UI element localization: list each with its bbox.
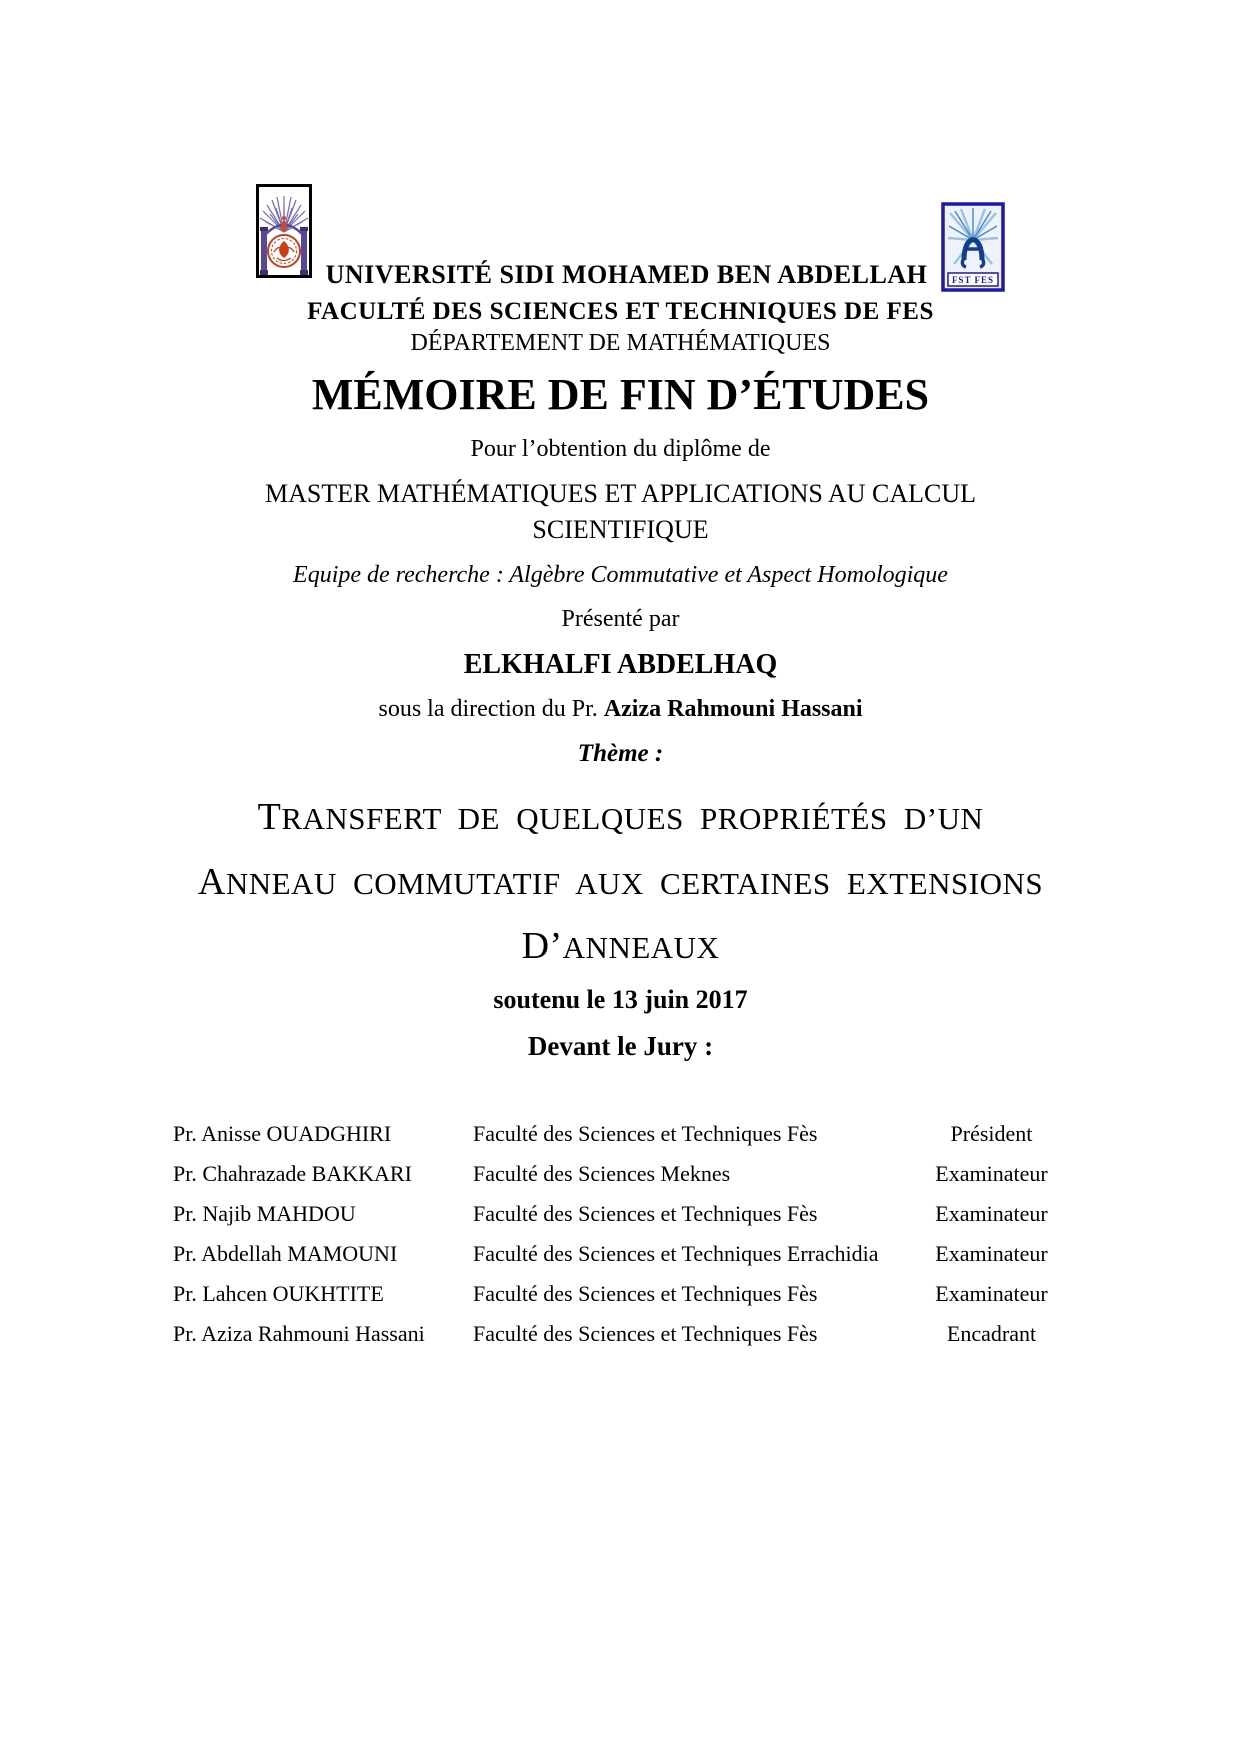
thesis-title-line3: D’ANNEAUX: [521, 925, 720, 967]
jury-table: [173, 1114, 1055, 1354]
jury-row: [173, 1234, 1055, 1274]
jury-row: [173, 1154, 1055, 1194]
supervisor-name: Aziza Rahmouni Hassani: [603, 696, 863, 722]
jury-member-name: Pr. Anisse OUADGHIRI: [173, 1121, 392, 1146]
presented-by-label: Présenté par: [561, 606, 680, 632]
supervision-prefix: sous la direction du Pr.: [378, 696, 604, 722]
master-program-line2: SCIENTIFIQUE: [532, 515, 709, 544]
jury-member-institution: Faculté des Sciences et Techniques Fès: [473, 1321, 818, 1346]
research-team: Equipe de recherche : Algèbre Commutative et Aspect Homologique: [293, 562, 948, 588]
jury-row: [173, 1194, 1055, 1234]
thesis-title-line1: TRANSFERT DE QUELQUES PROPRIÉTÉS D’UN: [257, 796, 984, 838]
university-seal-logo: [256, 170, 312, 292]
defense-date: soutenu le 13 juin 2017: [493, 985, 748, 1014]
header-row: [0, 168, 1241, 292]
jury-member-role: Examinateur: [935, 1241, 1048, 1266]
jury-member-name: Pr. Aziza Rahmouni Hassani: [173, 1321, 425, 1346]
jury-row: [173, 1274, 1055, 1314]
jury-member-institution: Faculté des Sciences et Techniques Errachidia: [473, 1241, 879, 1266]
jury-member-role: Président: [950, 1121, 1033, 1146]
jury-row: [173, 1314, 1055, 1354]
university-name: UNIVERSITÉ SIDI MOHAMED BEN ABDELLAH: [325, 260, 928, 289]
jury-member-role: Encadrant: [946, 1321, 1037, 1346]
department-name: DÉPARTEMENT DE MATHÉMATIQUES: [410, 330, 831, 356]
jury-member-institution: Faculté des Sciences et Techniques Fès: [473, 1121, 818, 1146]
diploma-intro: Pour l’obtention du diplôme de: [470, 436, 771, 462]
jury-member-role: Examinateur: [935, 1201, 1048, 1226]
jury-member-role: Examinateur: [935, 1281, 1048, 1306]
theme-label: Thème :: [577, 740, 664, 767]
author-name: ELKHALFI ABDELHAQ: [463, 649, 778, 680]
fst-fes-logo: [941, 202, 1005, 292]
jury-heading: Devant le Jury :: [527, 1031, 714, 1061]
thesis-title-line2: ANNEAU COMMUTATIF AUX CERTAINES EXTENSIONS: [197, 861, 1044, 903]
supervision-line: [0, 695, 1241, 723]
jury-row: [173, 1114, 1055, 1154]
jury-member-role: Examinateur: [935, 1161, 1048, 1186]
jury-member-institution: Faculté des Sciences et Techniques Fès: [473, 1281, 818, 1306]
jury-member-name: Pr. Abdellah MAMOUNI: [173, 1241, 398, 1266]
faculty-name: FACULTÉ DES SCIENCES ET TECHNIQUES DE FES: [307, 298, 934, 325]
master-program-line1: MASTER MATHÉMATIQUES ET APPLICATIONS AU CALCUL: [265, 479, 976, 508]
jury-member-name: Pr. Najib MAHDOU: [173, 1201, 356, 1226]
jury-member-institution: Faculté des Sciences et Techniques Fès: [473, 1201, 818, 1226]
memoire-title: MÉMOIRE DE FIN D’ÉTUDES: [311, 370, 930, 419]
jury-member-name: Pr. Chahrazade BAKKARI: [173, 1161, 412, 1186]
jury-member-institution: Faculté des Sciences Meknes: [473, 1161, 731, 1186]
fst-fes-caption: FST FES: [952, 275, 995, 285]
jury-member-name: Pr. Lahcen OUKHTITE: [173, 1281, 384, 1306]
